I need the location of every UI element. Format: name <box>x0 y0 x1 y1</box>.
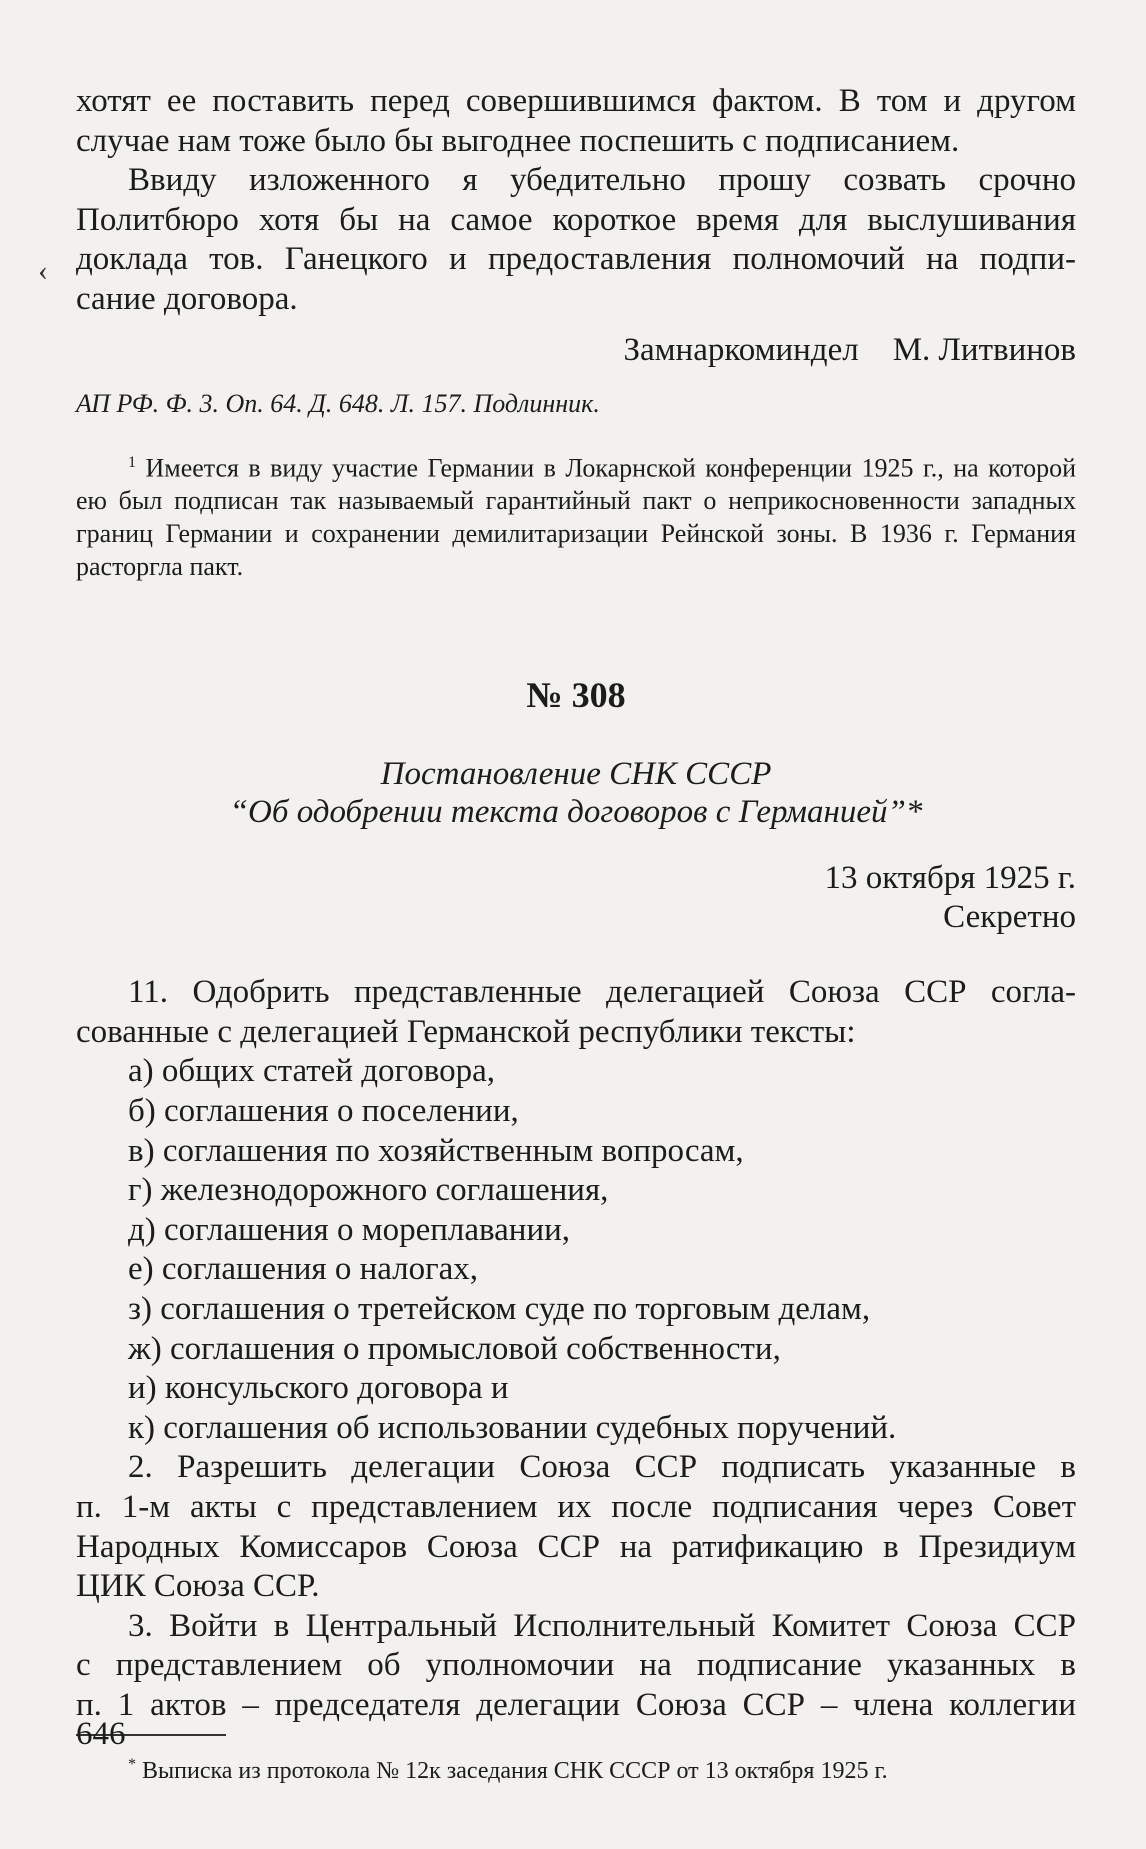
resolution-item-1: 11. Одобрить представленные делегацией Союза ССР согла- сованные с делегацией Германской республики тексты: <box>76 974 1076 1050</box>
document-date-block <box>76 859 1076 937</box>
list-item: г) железнодорожного соглашения, <box>128 1172 609 1209</box>
request-paragraph: Ввиду изложенного я убедительно прошу созвать срочно Политбюро хотя бы на самое короткое время для выслушивания доклада тов. Ганецкого и предоставления полномочий на подпи- сание договора. <box>76 162 1076 317</box>
footnote-1: $^1$ Имеется в виду участие Германии в Локарнской конференции 1925 г., на которой ею был подписан так называемый гарантийный пакт о неприкосновенности западных границ Германии и сохранении демилитаризации Рейнской зоны. В 1936 г. Германия расторгла пакт. <box>76 453 1077 582</box>
top-paragraph: хотят ее поставить перед совершившимся фактом. В том и другом случае нам тоже было бы выгоднее поспешить с подписанием. <box>76 83 1076 159</box>
footnote-2: * Выписка из протокола № 12к заседания СНК СССР от 13 октября 1925 г. <box>128 1755 888 1784</box>
list-item: а) общих статей договора, <box>128 1053 495 1090</box>
sub-items-list <box>128 1052 1076 1448</box>
page-content <box>76 82 1076 1786</box>
document-number: № 308 <box>526 675 626 716</box>
classification: Секретно <box>943 899 1076 936</box>
document-date: 13 октября 1925 г. <box>824 860 1076 897</box>
list-item: в) соглашения по хозяйственным вопросам, <box>128 1132 744 1169</box>
resolution-item-2: 2. Разрешить делегации Союза ССР подписать указанные в п. 1-м акты с представлением их после подписания через Совет Народных Комиссаров Союза ССР на ратификацию в Президиум ЦИК Союза ССР. <box>76 1449 1076 1605</box>
list-item: и) консульского договора и <box>128 1370 509 1407</box>
list-item: ж) соглашения о промысловой собственности, <box>128 1330 781 1367</box>
list-item: б) соглашения о поселении, <box>128 1093 519 1129</box>
page-number: 646 <box>76 1716 126 1752</box>
archive-reference: АП РФ. Ф. 3. Оп. 64. Д. 648. Л. 157. Подлинник. <box>76 388 600 418</box>
margin-mark: ‹ <box>38 254 48 287</box>
resolution-item-3: 3. Войти в Центральный Исполнительный Комитет Союза ССР с представлением об уполномочии на подписание указанных в п. 1 актов – председателя делегации Союза ССР – члена коллегии <box>76 1607 1076 1723</box>
signature-position: Замнаркоминдел <box>623 331 859 368</box>
list-item: к) соглашения об использовании судебных поручений. <box>128 1409 897 1446</box>
signature <box>76 330 1076 370</box>
list-item: е) соглашения о налогах, <box>128 1251 479 1288</box>
signature-name: М. Литвинов <box>892 331 1076 368</box>
list-item: з) соглашения о третейском суде по торговым делам, <box>128 1290 871 1327</box>
list-item: д) соглашения о мореплавании, <box>128 1211 571 1248</box>
document-title: Постановление СНК СССР “Об одобрении текста договоров с Германией”* <box>229 756 923 831</box>
